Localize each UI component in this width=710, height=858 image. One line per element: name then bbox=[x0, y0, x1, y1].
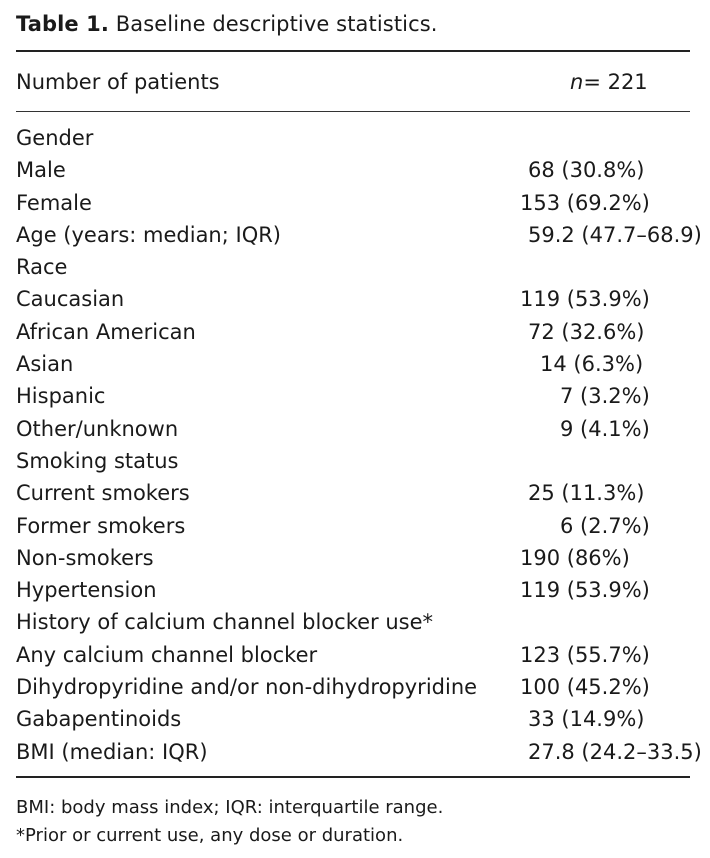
row-label: Race bbox=[16, 255, 68, 280]
table-row bbox=[16, 251, 690, 283]
row-value: 68 (30.8%) bbox=[528, 158, 645, 183]
row-value: 59.2 (47.7–68.9) bbox=[528, 222, 702, 247]
table-row bbox=[16, 445, 690, 477]
row-label: Gabapentinoids bbox=[16, 707, 182, 732]
row-label: Male bbox=[16, 158, 66, 183]
table-row bbox=[16, 348, 690, 380]
table-row bbox=[16, 477, 690, 509]
row-value: 14 (6.3%) bbox=[540, 352, 644, 377]
row-label: Female bbox=[16, 190, 92, 215]
footnote-asterisk: *Prior or current use, any dose or duration. bbox=[16, 825, 404, 846]
row-label: Former smokers bbox=[16, 513, 186, 538]
row-value: 6 (2.7%) bbox=[560, 513, 650, 538]
n-symbol: n bbox=[570, 70, 584, 94]
header-label: Number of patients bbox=[16, 70, 220, 94]
table-caption-label: Table 1. bbox=[16, 12, 109, 36]
table-row bbox=[16, 187, 690, 219]
row-label: Hypertension bbox=[16, 578, 157, 603]
row-label: Age (years: median; IQR) bbox=[16, 222, 282, 247]
table-body bbox=[16, 122, 702, 768]
row-label: BMI (median: IQR) bbox=[16, 739, 208, 764]
table-row bbox=[16, 283, 690, 315]
table-caption bbox=[16, 12, 438, 36]
row-label: Gender bbox=[16, 126, 94, 150]
row-value: 9 (4.1%) bbox=[560, 416, 650, 441]
row-value: 119 (53.9%) bbox=[520, 287, 650, 312]
row-value: 25 (11.3%) bbox=[528, 481, 645, 506]
table-row bbox=[16, 316, 690, 348]
table-row bbox=[16, 671, 690, 703]
row-label: Other/unknown bbox=[16, 416, 179, 441]
row-value: 100 (45.2%) bbox=[520, 675, 650, 700]
table-row bbox=[16, 639, 690, 671]
table-row bbox=[16, 703, 690, 735]
row-label: History of calcium channel blocker use* bbox=[16, 610, 434, 635]
table-row bbox=[16, 542, 690, 574]
table-footnotes bbox=[16, 794, 443, 850]
table-header-rule bbox=[16, 111, 690, 112]
row-value: 33 (14.9%) bbox=[528, 707, 645, 732]
table-row bbox=[16, 219, 702, 251]
table-header-row bbox=[16, 70, 690, 94]
header-n-value bbox=[570, 70, 648, 94]
footnote-abbreviations: BMI: body mass index; IQR: interquartile range. bbox=[16, 797, 444, 818]
table-row bbox=[16, 736, 702, 768]
row-value: 123 (55.7%) bbox=[520, 642, 650, 667]
table-row bbox=[16, 413, 690, 445]
table-bottom-rule bbox=[16, 776, 690, 778]
row-label: Non-smokers bbox=[16, 545, 154, 570]
row-label: African American bbox=[16, 319, 196, 344]
row-label: Hispanic bbox=[16, 384, 106, 409]
row-value: 7 (3.2%) bbox=[560, 384, 650, 409]
row-label: Any calcium channel blocker bbox=[16, 642, 318, 667]
row-label: Caucasian bbox=[16, 287, 125, 312]
table-row bbox=[16, 380, 690, 412]
row-value: 153 (69.2%) bbox=[520, 190, 650, 215]
row-value: 72 (32.6%) bbox=[528, 319, 645, 344]
table-row bbox=[16, 154, 690, 186]
table-row bbox=[16, 606, 690, 638]
row-label: Asian bbox=[16, 352, 74, 377]
row-value: 27.8 (24.2–33.5) bbox=[528, 739, 702, 764]
n-count: = 221 bbox=[583, 70, 648, 94]
row-label: Current smokers bbox=[16, 481, 190, 506]
row-value: 190 (86%) bbox=[520, 545, 630, 570]
table-row bbox=[16, 574, 690, 606]
table-top-rule bbox=[16, 50, 690, 52]
table-row bbox=[16, 510, 690, 542]
table-caption-text: Baseline descriptive statistics. bbox=[115, 12, 438, 36]
row-value: 119 (53.9%) bbox=[520, 578, 650, 603]
row-label: Smoking status bbox=[16, 448, 179, 473]
row-label: Dihydropyridine and/or non-dihydropyridine bbox=[16, 675, 478, 700]
table-row bbox=[16, 122, 690, 154]
